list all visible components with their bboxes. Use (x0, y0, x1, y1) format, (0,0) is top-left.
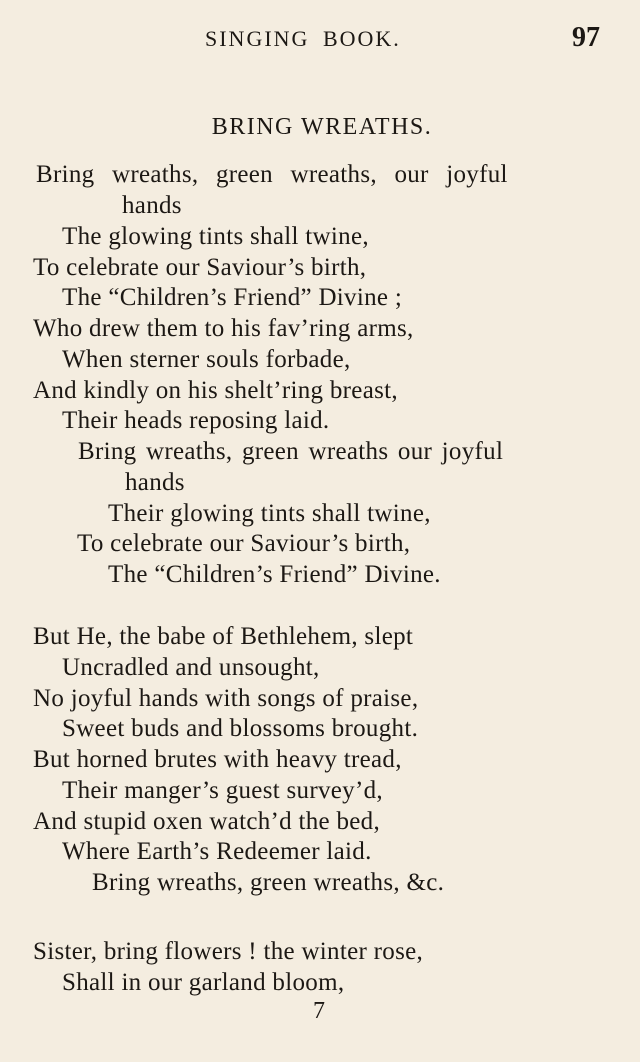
verse-line: But horned brutes with heavy tread, (33, 746, 402, 773)
verse-line: hands (122, 192, 182, 219)
verse-line: Who drew them to his fav’ring arms, (33, 315, 414, 342)
page-number: 97 (572, 22, 600, 53)
verse-line: But He, the babe of Bethlehem, slept (33, 623, 414, 650)
verse-line: Sweet buds and blossoms brought. (62, 715, 419, 742)
chorus-reference: Bring wreaths, green wreaths, &c. (92, 869, 445, 896)
verse-line: Their heads reposing laid. (62, 407, 330, 434)
chorus-line: The “Children’s Friend” Divine. (108, 561, 441, 588)
verse-line: And kindly on his shelt’ring breast, (33, 377, 398, 404)
running-head: SINGING BOOK. (205, 26, 401, 51)
verse-line: The “Children’s Friend” Divine ; (62, 284, 403, 311)
verse-line: The glowing tints shall twine, (62, 223, 369, 250)
verse-line: Their manger’s guest survey’d, (62, 777, 383, 804)
chorus-line: hands (125, 469, 185, 496)
verse-line: Uncradled and unsought, (62, 654, 320, 681)
verse-line: Where Earth’s Redeemer laid. (62, 838, 372, 865)
chorus-line: To celebrate our Saviour’s birth, (77, 530, 411, 557)
verse-line: Bring wreaths, green wreaths, our joyful (36, 161, 508, 188)
chorus-line: Their glowing tints shall twine, (108, 500, 431, 527)
verse-line: And stupid oxen watch’d the bed, (33, 808, 381, 835)
chorus-line: Bring wreaths, green wreaths our joyful (78, 438, 504, 465)
signature-mark: 7 (313, 998, 325, 1024)
verse-line: No joyful hands with songs of praise, (33, 685, 419, 712)
verse-line: To celebrate our Saviour’s birth, (33, 254, 367, 281)
verse-line: Sister, bring flowers ! the winter rose, (33, 938, 424, 965)
hymn-title: BRING WREATHS. (211, 114, 433, 140)
verse-line: Shall in our garland bloom, (62, 969, 345, 996)
verse-line: When sterner souls forbade, (62, 346, 351, 373)
